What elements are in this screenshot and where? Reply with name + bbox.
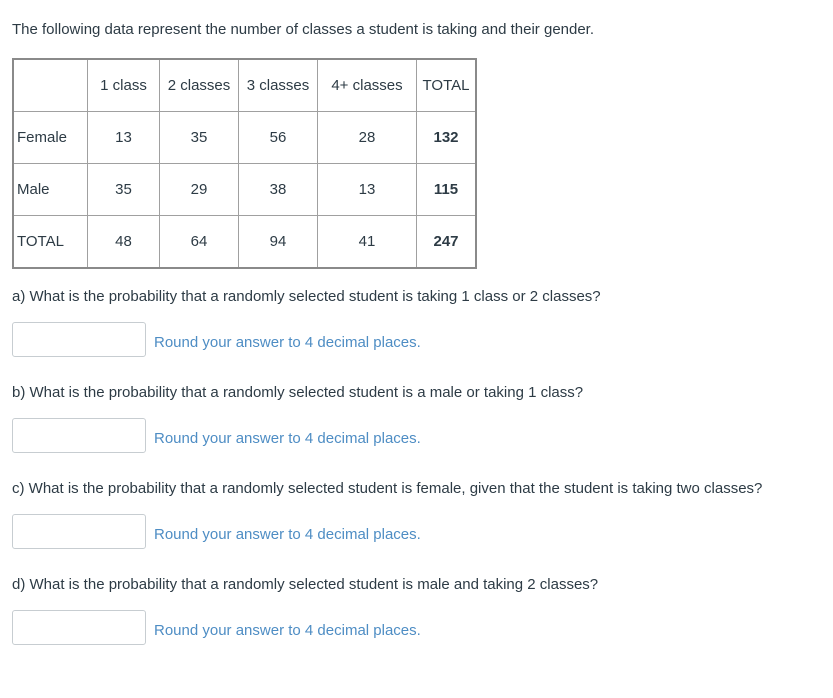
table-cell-total: 115 (417, 164, 477, 216)
table-header-cell: TOTAL (417, 59, 477, 112)
table-row (13, 216, 476, 269)
table-header-cell: 3 classes (239, 59, 318, 112)
table-cell: 56 (239, 112, 318, 164)
rounding-hint-d: Round your answer to 4 decimal places. (154, 622, 421, 639)
row-label: TOTAL (13, 216, 88, 269)
answer-input-d[interactable] (12, 610, 146, 645)
intro-text: The following data represent the number of classes a student is taking and their gender. (12, 21, 595, 38)
row-label: Female (13, 112, 88, 164)
answer-input-b[interactable] (12, 418, 146, 453)
question-d: d) What is the probability that a randomly selected student is male and taking 2 classes? (12, 576, 599, 593)
answer-input-c[interactable] (12, 514, 146, 549)
table-header-cell: 4+ classes (318, 59, 417, 112)
answer-input-a[interactable] (12, 322, 146, 357)
question-b: b) What is the probability that a randomly selected student is a male or taking 1 class? (12, 384, 584, 401)
question-a: a) What is the probability that a randomly selected student is taking 1 class or 2 classes? (12, 288, 601, 305)
table-header-cell (13, 59, 88, 112)
table-row (13, 164, 476, 216)
table-cell: 29 (160, 164, 239, 216)
table-cell: 35 (160, 112, 239, 164)
table-header-cell: 1 class (88, 59, 160, 112)
question-c: c) What is the probability that a randomly selected student is female, given that the student is taking two classes? (12, 480, 763, 497)
table-row (13, 112, 476, 164)
rounding-hint-a: Round your answer to 4 decimal places. (154, 334, 421, 351)
rounding-hint-b: Round your answer to 4 decimal places. (154, 430, 421, 447)
row-label: Male (13, 164, 88, 216)
table-cell: 35 (88, 164, 160, 216)
table-cell: 48 (88, 216, 160, 269)
table-cell-total: 132 (417, 112, 477, 164)
data-table (12, 58, 477, 269)
table-cell: 28 (318, 112, 417, 164)
rounding-hint-c: Round your answer to 4 decimal places. (154, 526, 421, 543)
table-header-cell: 2 classes (160, 59, 239, 112)
table-cell-total: 247 (417, 216, 477, 269)
table-cell: 38 (239, 164, 318, 216)
table-cell: 64 (160, 216, 239, 269)
table-cell: 13 (88, 112, 160, 164)
table-header-row (13, 59, 476, 112)
table-cell: 94 (239, 216, 318, 269)
table-cell: 41 (318, 216, 417, 269)
table-cell: 13 (318, 164, 417, 216)
